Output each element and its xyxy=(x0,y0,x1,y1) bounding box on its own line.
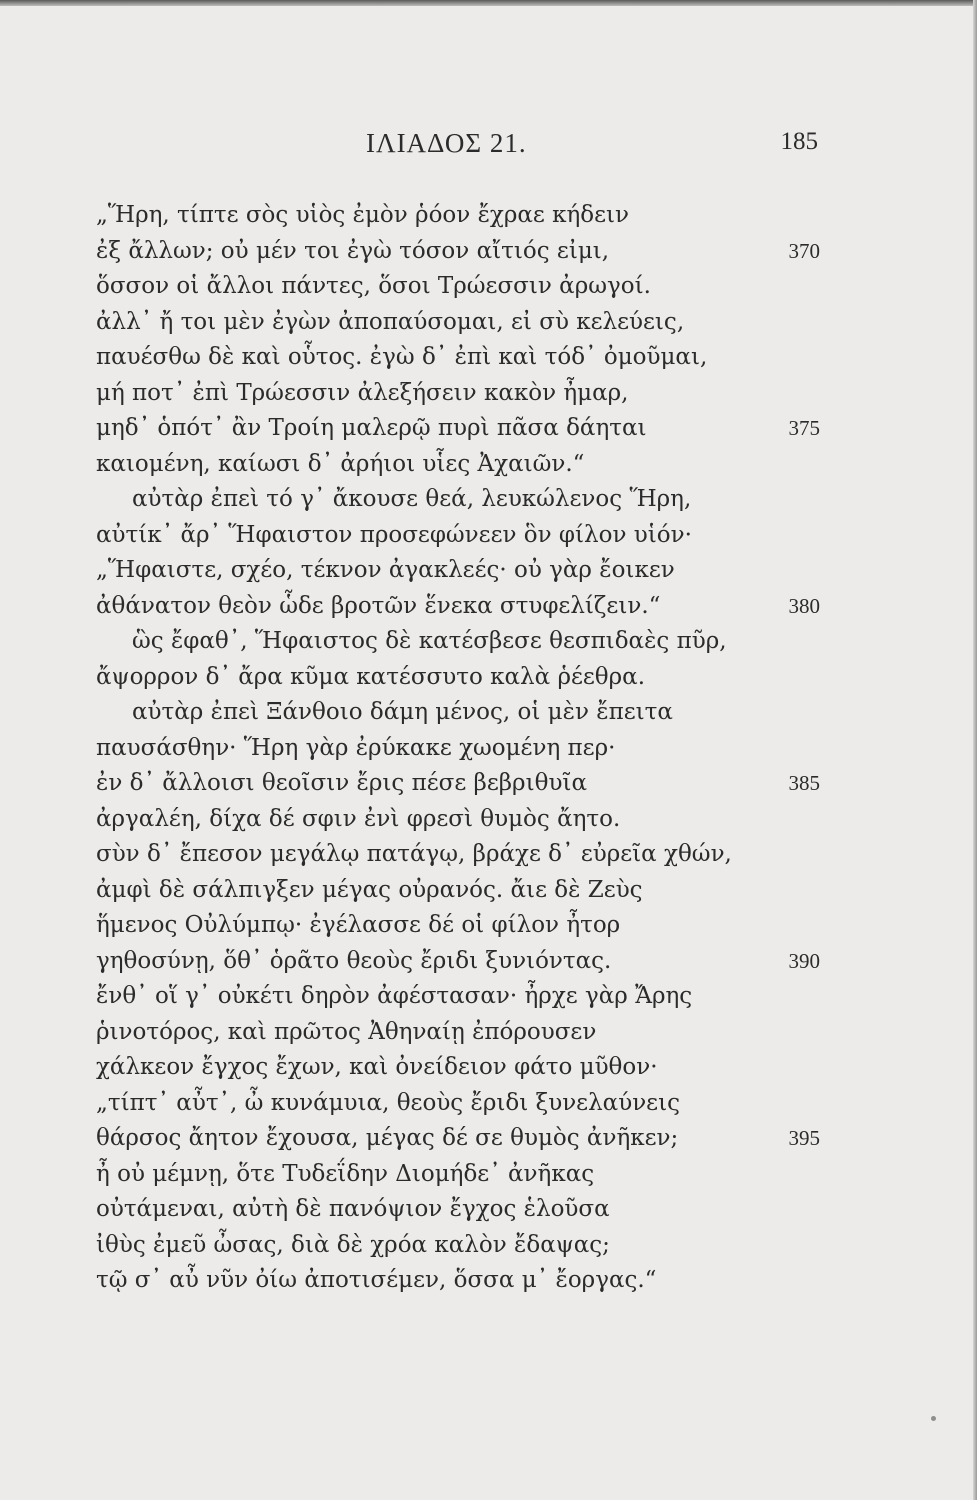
verse-text: ἥμενος Οὐλύμπῳ· ἐγέλασσε δέ οἱ φίλον ἦτορ xyxy=(96,912,621,938)
verse-line xyxy=(96,1121,820,1157)
verse-text: ἄψορρον δ᾽ ἄρα κῦμα κατέσσυτο καλὰ ῥέεθρα. xyxy=(96,663,646,690)
page-title: ΙΛΙΑΔΟΣ 21. xyxy=(366,128,527,158)
verse-text: οὐτάμεναι, αὐτὴ δὲ πανόψιον ἔγχος ἑλοῦσα xyxy=(96,1196,610,1222)
verse-text: τῷ σ᾽ αὖ νῦν ὀίω ἀποτισέμεν, ὅσσα μ᾽ ἔοργας.“ xyxy=(96,1267,657,1293)
verse-text: ὣς ἔφαθ᾽, Ἥφαιστος δὲ κατέσβεσε θεσπιδαὲς πῦρ, xyxy=(132,628,727,654)
verse-line xyxy=(96,482,820,518)
verse-line xyxy=(96,1263,820,1299)
verse-number: 370 xyxy=(788,238,820,263)
verse-text: „τίπτ᾽ αὖτ᾽, ὦ κυνάμυια, θεοὺς ἔριδι ξυνελαύνεις xyxy=(96,1089,680,1116)
verse-text: ἀργαλέη, δίχα δέ σφιν ἐνὶ φρεσὶ θυμὸς ἄητο. xyxy=(96,805,621,832)
verse-text: σὺν δ᾽ ἔπεσον μεγάλῳ πατάγῳ, βράχε δ᾽ εὐρεῖα χθών, xyxy=(96,841,732,867)
verse-line xyxy=(96,766,820,802)
verse-text: „Ἥφαιστε, σχέο, τέκνον ἀγακλεές· οὐ γὰρ ἔοικεν xyxy=(96,557,675,583)
verse-line xyxy=(96,305,820,341)
verse-line xyxy=(96,802,820,838)
verse-text: θάρσος ἄητον ἔχουσα, μέγας δέ σε θυμὸς ἀνῆκεν; xyxy=(96,1125,679,1151)
verse-text: ἰθὺς ἐμεῦ ὦσας, διὰ δὲ χρόα καλὸν ἔδαψας; xyxy=(96,1231,610,1258)
verse-text: ῥινοτόρος, καὶ πρῶτος Ἀθηναίῃ ἐπόρουσεν xyxy=(96,1018,597,1045)
verse-list xyxy=(96,198,820,1299)
verse-line xyxy=(96,1015,820,1051)
verse-text: ἀλλ᾽ ἤ τοι μὲν ἐγὼν ἀποπαύσομαι, εἰ σὺ κελεύεις, xyxy=(96,308,685,335)
verse-text: παυέσθω δὲ καὶ οὗτος. ἐγὼ δ᾽ ἐπὶ καὶ τόδ᾽ ὀμοῦμαι, xyxy=(96,344,708,370)
paper-speck xyxy=(931,1416,936,1421)
verse-text: ἐν δ᾽ ἄλλοισι θεοῖσιν ἔρις πέσε βεβριθυῖα xyxy=(96,770,587,796)
verse-line xyxy=(96,447,820,483)
verse-text: ἀθάνατον θεὸν ὧδε βροτῶν ἕνεκα στυφελίζειν.“ xyxy=(96,592,661,619)
verse-number: 385 xyxy=(788,771,820,795)
verse-line xyxy=(96,376,820,412)
verse-text: ἔνθ᾽ οἵ γ᾽ οὐκέτι δηρὸν ἀφέστασαν· ἦρχε γὰρ Ἄρης xyxy=(96,983,693,1009)
verse-line xyxy=(96,1192,820,1228)
verse-text: μηδ᾽ ὁπότ᾽ ἂν Τροίη μαλερῷ πυρὶ πᾶσα δάηται xyxy=(96,415,647,441)
verse-line xyxy=(96,1086,820,1122)
verse-line xyxy=(96,731,820,767)
verse-line xyxy=(96,660,820,696)
verse-text: αὐτὰρ ἐπεὶ Ξάνθοιο δάμη μένος, οἱ μὲν ἔπειτα xyxy=(132,699,673,725)
verse-line xyxy=(96,1228,820,1264)
verse-number: 390 xyxy=(788,948,820,973)
verse-line xyxy=(96,198,820,234)
verse-text: ἐξ ἄλλων; οὐ μέν τοι ἐγὼ τόσον αἴτιός εἰμι, xyxy=(96,237,610,264)
verse-line xyxy=(96,873,820,909)
verse-text: παυσάσθην· Ἥρη γὰρ ἐρύκακε χωομένη περ· xyxy=(96,734,616,761)
verse-text: ἦ οὐ μέμνῃ, ὅτε Τυδεΐδην Διομήδε᾽ ἀνῆκας xyxy=(96,1160,595,1187)
verse-text: αὐτὰρ ἐπεὶ τό γ᾽ ἄκουσε θεά, λευκώλενος Ἥρη, xyxy=(132,486,692,512)
verse-line xyxy=(96,695,820,731)
verse-line xyxy=(96,269,820,305)
verse-text: αὐτίκ᾽ ἄρ᾽ Ἥφαιστον προσεφώνεεν ὃν φίλον υἱόν· xyxy=(96,521,692,548)
verse-line xyxy=(96,340,820,376)
verse-line xyxy=(96,624,820,660)
verse-number: 395 xyxy=(788,1126,820,1150)
verse-line xyxy=(96,837,820,873)
verse-text: καιομένη, καίωσι δ᾽ ἀρήιοι υἷες Ἀχαιῶν.“ xyxy=(96,450,585,477)
verse-line xyxy=(96,944,820,980)
verse-line xyxy=(96,1050,820,1086)
verse-text: „Ἥρη, τίπτε σὸς υἱὸς ἐμὸν ῥόον ἔχραε κήδειν xyxy=(96,202,630,228)
verse-number: 380 xyxy=(788,593,820,618)
running-head xyxy=(96,128,818,168)
verse-line xyxy=(96,979,820,1015)
verse-text: ὅσσον οἱ ἄλλοι πάντες, ὅσοι Τρώεσσιν ἀρωγοί. xyxy=(96,273,651,299)
verse-text: γηθοσύνῃ, ὅθ᾽ ὁρᾶτο θεοὺς ἔριδι ξυνιόντας. xyxy=(96,947,612,974)
verse-line xyxy=(96,518,820,554)
verse-line xyxy=(96,411,820,447)
verse-text: ἀμφὶ δὲ σάλπιγξεν μέγας οὐρανός. ἄιε δὲ Ζεὺς xyxy=(96,876,643,903)
verse-line xyxy=(96,234,820,270)
page-number: 185 xyxy=(780,128,818,155)
verse-number: 375 xyxy=(788,416,820,440)
verse-line xyxy=(96,553,820,589)
verse-text: χάλκεον ἔγχος ἔχων, καὶ ὀνείδειον φάτο μῦθον· xyxy=(96,1054,658,1080)
verse-line xyxy=(96,1157,820,1193)
verse-line xyxy=(96,589,820,625)
verse-text: μή ποτ᾽ ἐπὶ Τρώεσσιν ἀλεξήσειν κακὸν ἦμαρ, xyxy=(96,379,629,406)
verse-line xyxy=(96,908,820,944)
